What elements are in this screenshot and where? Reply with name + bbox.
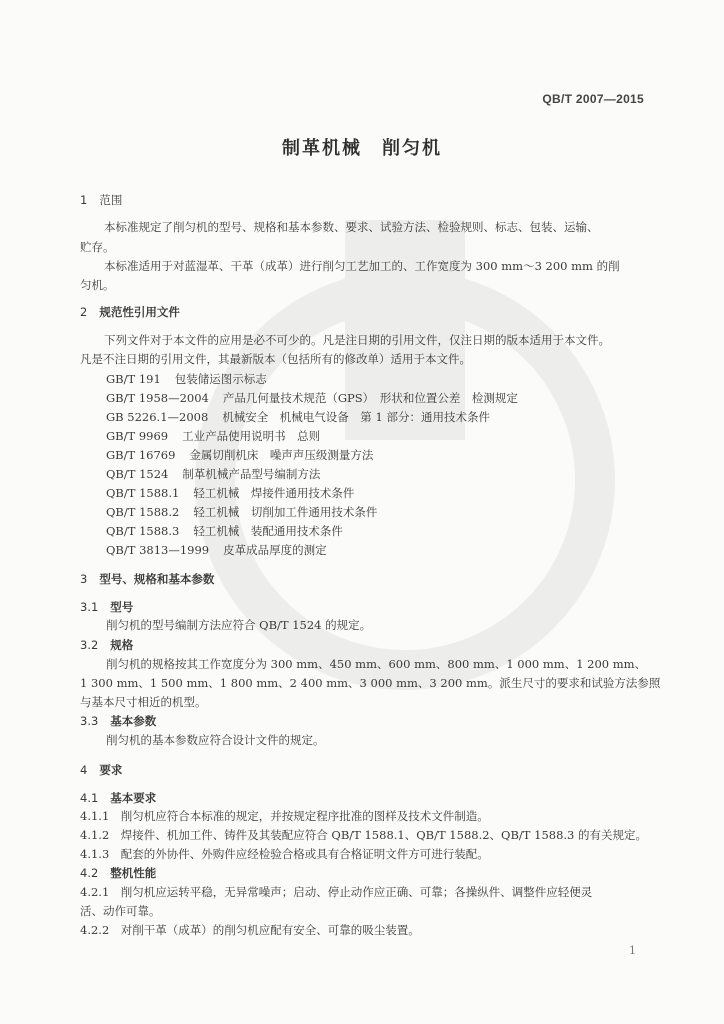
reference-item: [106, 409, 490, 425]
reference-title: 工业产品使用说明书 总则: [182, 429, 321, 443]
reference-title: 轻工机械 装配通用技术条件: [193, 524, 343, 538]
reference-title: 金属切削机床 噪声声压级测量方法: [189, 448, 374, 462]
reference-code: GB/T 9969: [106, 429, 169, 443]
section-title: 范围: [99, 193, 123, 207]
reference-title: 机械安全 机械电气设备 第 1 部分：通用技术条件: [222, 410, 490, 424]
section-3-heading: [80, 571, 214, 587]
standard-number: QB/T 2007—2015: [542, 92, 644, 106]
paragraph-line: 贮存。: [80, 240, 115, 254]
clause-line: 4.2.1 削匀机应运转平稳，无异常噪声；启动、停止动作应正确、可靠；各操纵件、调整件应轻便灵: [80, 885, 593, 899]
subsection-title: 规格: [110, 638, 134, 652]
reference-title: 轻工机械 焊接件通用技术条件: [193, 486, 355, 500]
paragraph-line: 本标准规定了削匀机的型号、规格和基本参数、要求、试验方法、检验规则、标志、包装、运输、: [104, 220, 599, 234]
reference-item: [106, 390, 518, 406]
subsection-number: 3.2: [80, 638, 99, 652]
section-1-heading: [80, 192, 122, 208]
subsection-title: 基本要求: [110, 791, 157, 805]
paragraph-line: 与基本尺寸相近的机型。: [80, 695, 207, 709]
subsection-title: 整机性能: [110, 866, 157, 880]
subsection-number: 3.1: [80, 600, 99, 614]
reference-title: 制革机械产品型号编制方法: [182, 467, 321, 481]
reference-code: QB/T 3813—1999: [106, 543, 210, 557]
subsection-heading: [80, 637, 133, 653]
reference-item: [106, 428, 320, 444]
reference-code: QB/T 1588.1: [106, 486, 180, 500]
reference-title: 产品几何量技术规范（GPS） 形状和位置公差 检测规定: [222, 391, 518, 405]
page-title: 制革机械 削匀机: [282, 138, 442, 159]
subsection-title: 型号: [110, 600, 134, 614]
subsection-number: 4.1: [80, 791, 99, 805]
reference-item: [106, 542, 327, 558]
reference-item: [106, 504, 377, 520]
paragraph-line: 匀机。: [80, 278, 115, 292]
paragraph-line: 削匀机的型号编制方法应符合 QB/T 1524 的规定。: [106, 618, 372, 632]
reference-code: QB/T 1588.2: [106, 505, 180, 519]
paragraph-line: 凡是不注日期的引用文件，其最新版本（包括所有的修改单）适用于本文件。: [80, 352, 471, 366]
section-2-heading: [80, 304, 180, 320]
reference-title: 皮革成品厚度的测定: [223, 543, 327, 557]
clause-line: 4.1.1 削匀机应符合本标准的规定，并按规定程序批准的图样及技术文件制造。: [80, 809, 489, 823]
subsection-heading: [80, 865, 156, 881]
reference-code: GB 5226.1—2008: [106, 410, 209, 424]
section-title: 要求: [99, 763, 123, 777]
clause-line: 4.1.2 焊接件、机加工件、铸件及其装配应符合 QB/T 1588.1、QB/T 1588.2、QB/T 1588.3 的有关规定。: [80, 828, 648, 842]
subsection-title: 基本参数: [110, 714, 157, 728]
paragraph-line: 下列文件对于本文件的应用是必不可少的。凡是注日期的引用文件，仅注日期的版本适用于本文件。: [104, 333, 610, 347]
reference-item: [106, 523, 343, 539]
subsection-number: 4.2: [80, 866, 99, 880]
reference-code: QB/T 1588.3: [106, 524, 180, 538]
reference-title: 包装储运图示标志: [174, 372, 267, 386]
section-number: 3: [80, 572, 88, 586]
paragraph-line: 削匀机的规格按其工作宽度分为 300 mm、450 mm、600 mm、800 mm、1 000 mm、1 200 mm、: [106, 657, 647, 671]
subsection-heading: [80, 599, 133, 615]
reference-item: [106, 466, 320, 482]
section-title: 型号、规格和基本参数: [99, 572, 215, 586]
section-number: 4: [80, 763, 88, 777]
section-4-heading: [80, 762, 122, 778]
paragraph-line: 削匀机的基本参数应符合设计文件的规定。: [106, 733, 325, 747]
subsection-heading: [80, 790, 156, 806]
page-number: 1: [629, 944, 636, 957]
reference-code: GB/T 191: [106, 372, 161, 386]
reference-item: [106, 485, 354, 501]
reference-item: [106, 371, 267, 387]
clause-line: 4.2.2 对削干革（成革）的削匀机应配有安全、可靠的吸尘装置。: [80, 923, 420, 937]
reference-code: GB/T 16769: [106, 448, 176, 462]
section-number: 2: [80, 305, 88, 319]
reference-code: GB/T 1958—2004: [106, 391, 209, 405]
section-number: 1: [80, 193, 88, 207]
section-title: 规范性引用文件: [99, 305, 180, 319]
paragraph-line: 1 300 mm、1 500 mm、1 800 mm、2 400 mm、3 000 mm、3 200 mm。派生尺寸的要求和试验方法参照: [80, 676, 661, 690]
reference-item: [106, 447, 373, 463]
reference-title: 轻工机械 切削加工件通用技术条件: [193, 505, 378, 519]
clause-line: 活、动作可靠。: [80, 904, 161, 918]
paragraph-line: 本标准适用于对蓝湿革、干革（成革）进行削匀工艺加工的、工作宽度为 300 mm～3 200 mm 的削: [104, 259, 620, 273]
clause-line: 4.1.3 配套的外协件、外购件应经检验合格或具有合格证明文件方可进行装配。: [80, 847, 489, 861]
reference-code: QB/T 1524: [106, 467, 169, 481]
subsection-heading: [80, 713, 156, 729]
subsection-number: 3.3: [80, 714, 99, 728]
